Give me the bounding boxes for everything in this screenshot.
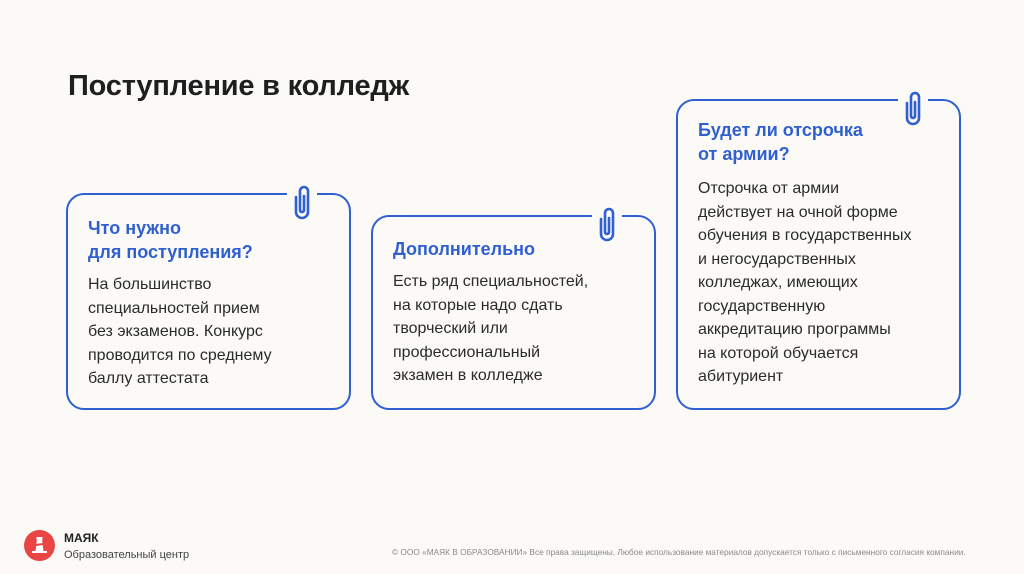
card-heading: Дополнительно <box>393 239 536 259</box>
card-body: На большинство специальностей прием без экзаменов. Конкурс проводится по среднему баллу аттестата <box>88 276 272 387</box>
copyright-notice: © ООО «МАЯК В ОБРАЗОВАНИИ» Все права защищены. Любое использование материалов допускается только с письменного согласия компании. <box>392 547 966 557</box>
card-body: Отсрочка от армии действует на очной форме обучения в государственных и негосударственных колледжах, имеющих государственную аккредитацию программы на которой обучается абитуриент <box>698 180 912 385</box>
paperclip-icon <box>898 86 928 130</box>
card-heading: Что нужно для поступления? <box>88 218 253 262</box>
paperclip-icon <box>592 202 622 246</box>
page-title: Поступление в колледж <box>68 70 409 102</box>
lighthouse-logo-icon <box>24 530 55 561</box>
card-body: Есть ряд специальностей, на которые надо сдать творческий или профессиональный экзамен в колледже <box>393 273 589 384</box>
paperclip-icon <box>287 180 317 224</box>
card-heading: Будет ли отсрочка от армии? <box>698 120 863 164</box>
brand-subtitle: Образовательный центр <box>64 549 190 561</box>
brand-name: МАЯК <box>64 531 99 545</box>
